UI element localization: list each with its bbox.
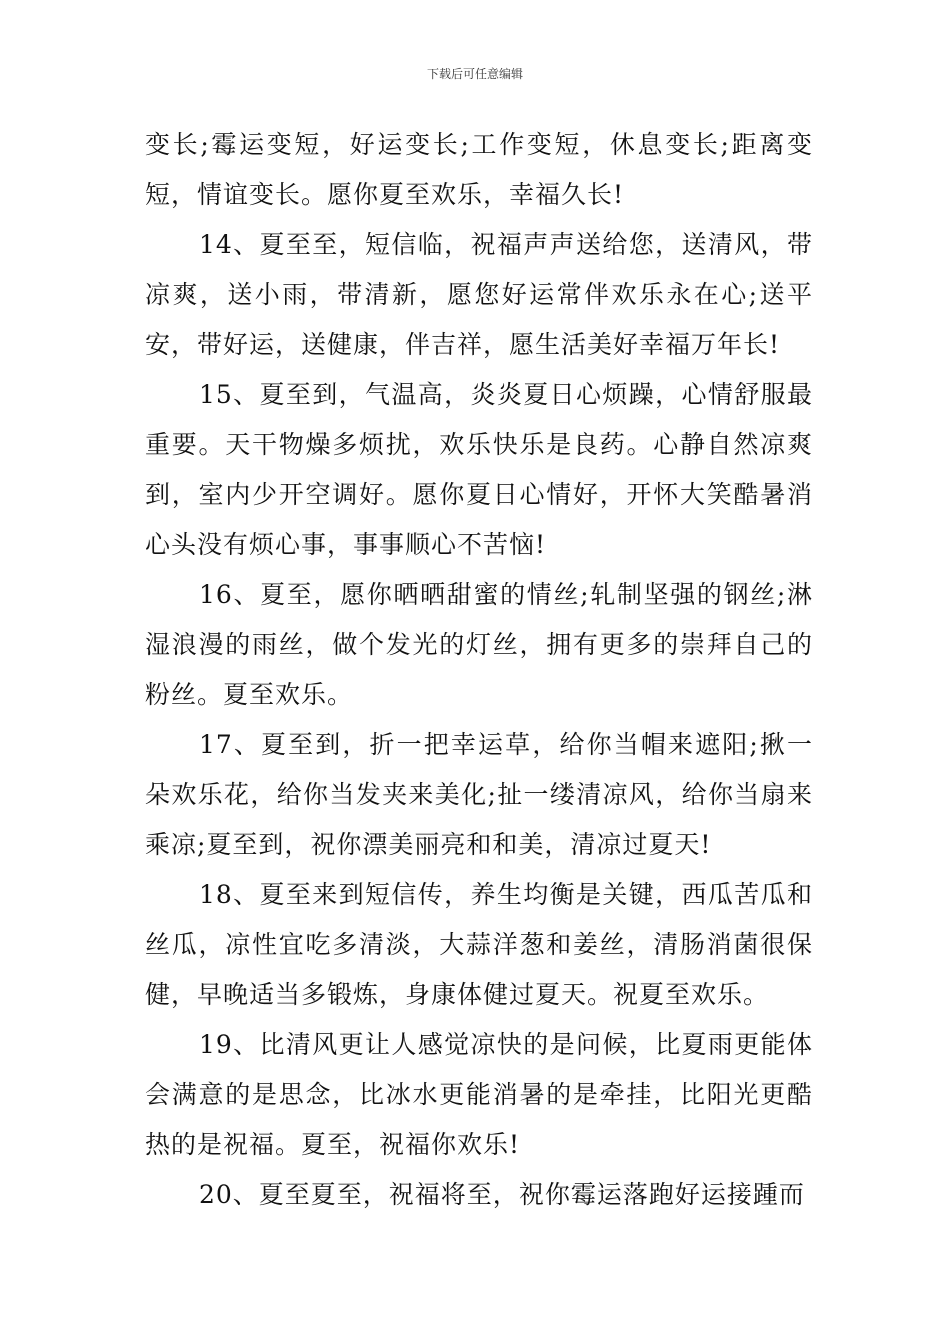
page-header: 下载后可任意编辑 [426,67,523,81]
paragraph: 18、夏至来到短信传，养生均衡是关键，西瓜苦瓜和丝瓜，凉性宜吃多清淡，大蒜洋葱和姜丝，清肠消菌很保健，早晚适当多锻炼，身康体健过夏天。祝夏至欢乐。 [145,880,813,1009]
paragraph: 15、夏至到，气温高，炎炎夏日心烦躁，心情舒服最重要。天干物燥多烦扰，欢乐快乐是良药。心静自然凉爽到，室内少开空调好。愿你夏日心情好，开怀大笑酷暑消心头没有烦心事，事事顺心不苦恼! [145,380,813,559]
paragraph: 16、夏至，愿你晒晒甜蜜的情丝;轧制坚强的钢丝;淋湿浪漫的雨丝，做个发光的灯丝，拥有更多的崇拜自己的粉丝。夏至欢乐。 [145,580,813,709]
paragraph: 14、夏至至，短信临，祝福声声送给您，送清风，带凉爽，送小雨，带清新，愿您好运常伴欢乐永在心;送平安，带好运，送健康，伴吉祥，愿生活美好幸福万年长! [145,230,813,359]
paragraph: 19、比清风更让人感觉凉快的是问候，比夏雨更能体会满意的是思念，比冰水更能消暑的是牵挂，比阳光更酷热的是祝福。夏至，祝福你欢乐! [145,1030,813,1159]
paragraph: 20、夏至夏至，祝福将至，祝你霉运落跑好运接踵而 [199,1180,805,1209]
paragraph: 17、夏至到，折一把幸运草，给你当帽来遮阳;揪一朵欢乐花，给你当发夹来美化;扯一缕清凉风，给你当扇来乘凉;夏至到，祝你漂美丽亮和和美，清凉过夏天! [145,730,813,859]
paragraph: 变长;霉运变短，好运变长;工作变短，休息变长;距离变短，情谊变长。愿你夏至欢乐，幸福久长! [145,130,813,209]
document-body [145,120,813,1220]
